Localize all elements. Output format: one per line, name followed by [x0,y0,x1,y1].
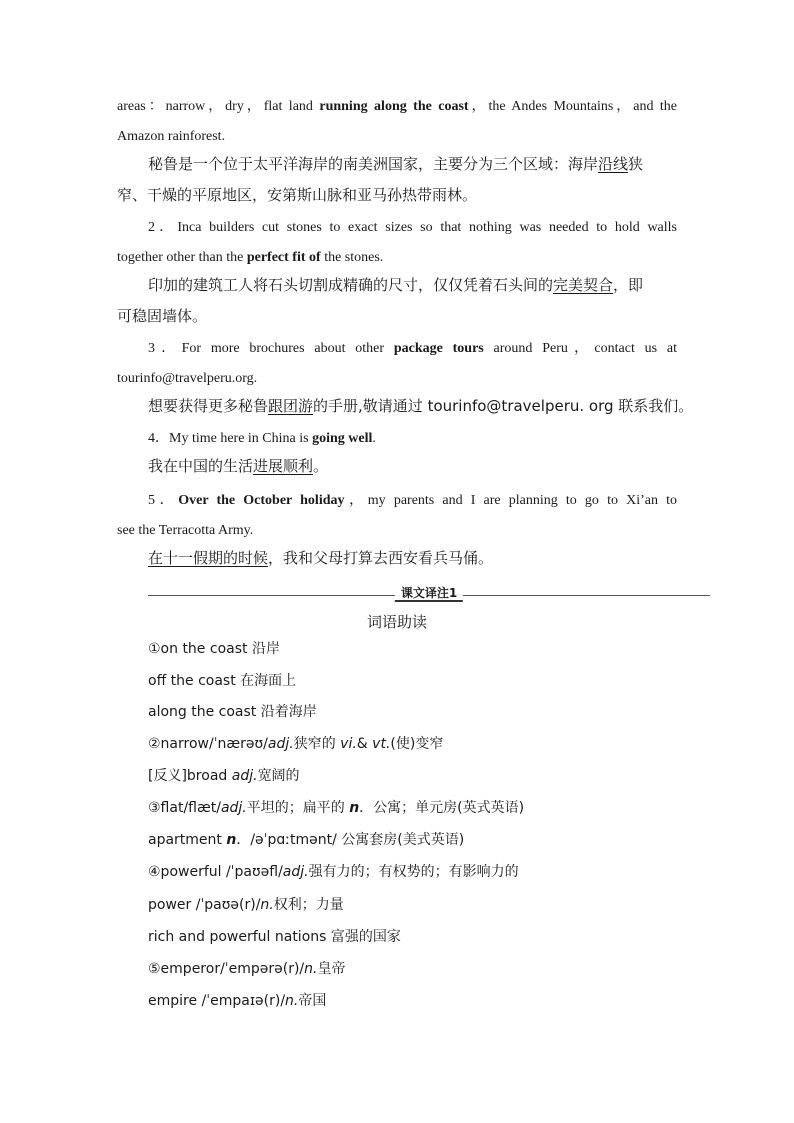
vocab-item-powerful: ④powerful /ˈpaʊəfl/adj.强有力的；有权势的；有影响力的 [148,864,519,880]
s4-english-line: 4．My time here in China is going well. [148,431,376,446]
vocab-heading: 词语助读 [366,613,427,631]
section-divider [148,586,710,602]
vocab-item-rich-powerful: rich and powerful nations 富强的国家 [148,929,401,945]
s1-chinese-line-1: 秘鲁是一个位于太平洋海岸的南美洲国家，主要分为三个区域：海岸沿线狭 [148,155,644,173]
s3-chinese-line: 想要获得更多秘鲁跟团游的手册,敬请通过 tourinfo@travelperu. org 联系我们。 [148,397,694,415]
vocab-item-empire: empire /ˈempaɪə(r)/n.帝国 [148,993,327,1009]
s4-chinese-line: 我在中国的生活进展顺利。 [148,457,329,475]
s2-chinese-line-1: 印加的建筑工人将石头切割成精确的尺寸，仅仅凭着石头间的完美契合，即 [148,276,644,294]
vocab-item-2: off the coast 在海面上 [148,673,297,689]
vocab-item-apartment: apartment n．/əˈpɑːtmənt/ 公寓套房(美式英语) [148,832,465,848]
s1-chinese-line-2: 窄、干燥的平原地区，安第斯山脉和亚马孙热带雨林。 [117,186,478,204]
s5-chinese-line: 在十一假期的时候，我和父母打算去西安看兵马俑。 [148,549,494,567]
s3-english-line-2: tourinfo@travelperu.org. [117,371,258,386]
vocab-item-1: ①on the coast 沿岸 [148,641,280,657]
vocab-item-power: power /ˈpaʊə(r)/n.权利；力量 [148,897,344,913]
s1-english-line-1: areas：narrow，dry，flat land running along the coast，the Andes Mountains，and the [117,99,677,114]
s1-english-line-2: Amazon rainforest. [117,129,226,144]
vocab-item-flat: ③flat/flæt/adj.平坦的；扁平的 n．公寓；单元房(英式英语) [148,800,525,816]
section-label: 课文译注1 [395,586,463,602]
vocab-item-emperor: ⑤emperor/ˈempərə(r)/n.皇帝 [148,961,346,977]
vocab-item-broad: [反义]broad adj.宽阔的 [148,768,300,784]
s5-english-line-1: 5．Over the October holiday，my parents and I are planning to go to Xi’an to [148,493,678,508]
s2-english-line-1: 2．Inca builders cut stones to exact sizes so that nothing was needed to hold walls [148,220,677,235]
s2-english-line-2: together other than the perfect fit of the stones. [117,250,384,265]
s2-chinese-line-2: 可稳固墙体。 [117,307,208,325]
vocab-item-narrow: ②narrow/ˈnærəʊ/adj.狭窄的 vi.& vt.(使)变窄 [148,736,444,752]
vocab-item-3: along the coast 沿着海岸 [148,704,317,720]
s3-english-line-1: 3．For more brochures about other package tours around Peru，contact us at [148,341,677,356]
s5-english-line-2: see the Terracotta Army. [117,523,254,538]
